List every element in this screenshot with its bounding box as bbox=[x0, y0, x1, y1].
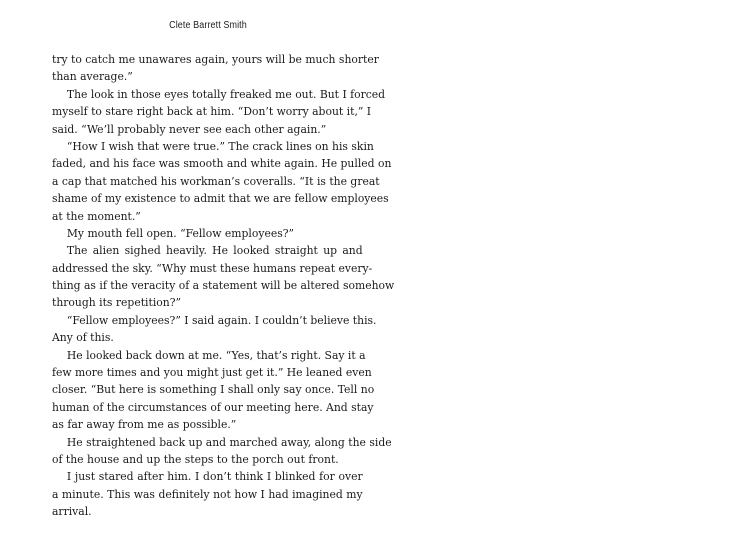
text-line: faded, and his face was smooth and white again. He pulled on bbox=[52, 156, 392, 171]
text-line: human of the circumstances of our meeting here. And stay bbox=[52, 399, 374, 414]
text-line: The alien sighed heavily. He looked straight up and bbox=[66, 243, 363, 258]
text-line: try to catch me unawares again, yours will be much shorter bbox=[52, 52, 379, 66]
running-head: Clete Barrett Smith bbox=[169, 20, 247, 31]
text-line: of the house and up the steps to the porch out front. bbox=[52, 451, 339, 466]
text-line: through its repetition?” bbox=[52, 295, 181, 310]
text-line: a cap that matched his workman’s coveralls. “It is the great bbox=[52, 173, 380, 188]
text-line: few more times and you might just get it.” He leaned even bbox=[52, 365, 372, 380]
text-line: a minute. This was definitely not how I had imagined my bbox=[52, 486, 363, 501]
text-line: “How I wish that were true.” The crack lines on his skin bbox=[66, 138, 374, 153]
text-line: thing as if the veracity of a statement will be altered somehow bbox=[52, 278, 395, 293]
text-line: at the moment.” bbox=[52, 208, 141, 223]
body-text bbox=[52, 51, 395, 521]
text-line: My mouth fell open. “Fellow employees?” bbox=[66, 225, 295, 240]
text-line: closer. “But here is something I shall only say once. Tell no bbox=[52, 382, 375, 397]
text-line: addressed the sky. “Why must these humans repeat every- bbox=[52, 260, 373, 275]
text-line: “Fellow employees?” I said again. I couldn’t believe this. bbox=[66, 312, 377, 327]
text-line: said. “We’ll probably never see each other again.” bbox=[52, 121, 327, 136]
text-line: He straightened back up and marched away, along the side bbox=[66, 434, 392, 449]
text-line: shame of my existence to admit that we are fellow employees bbox=[52, 191, 389, 206]
text-line: He looked back down at me. “Yes, that’s right. Say it a bbox=[66, 347, 366, 362]
text-line: as far away from me as possible.” bbox=[52, 417, 237, 432]
text-line: I just stared after him. I don’t think I blinked for over bbox=[66, 469, 363, 484]
text-line: The look in those eyes totally freaked me out. But I forced bbox=[66, 86, 386, 101]
text-line: arrival. bbox=[52, 504, 92, 519]
text-line: myself to stare right back at him. “Don’t worry about it,” I bbox=[52, 104, 372, 119]
text-line: Any of this. bbox=[52, 330, 114, 345]
text-line: than average.” bbox=[52, 69, 133, 84]
